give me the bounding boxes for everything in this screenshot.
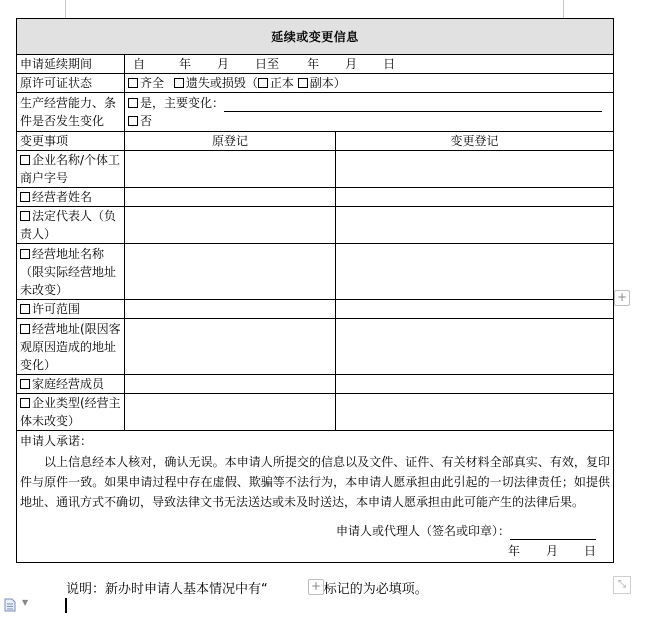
license-status-row	[17, 74, 614, 93]
pledge-body: 以上信息经本人核对，确认无误。本申请人所提交的信息以及文件、证件、有关材料全部真实、有效，复印件与原件一致。如果申请过程中存在虚假、欺骗等不法行为，本申请人愿承担由此引起的一切法律责任；如提供地址、通讯方式不确切，导致法律文书无法送达或未及时送达，本申请人愿承担由此可能产生的法律后果。	[20, 455, 611, 509]
change-row	[17, 375, 614, 394]
change-row	[17, 244, 614, 300]
changed-cell[interactable]	[336, 188, 614, 207]
change-checkbox[interactable]	[20, 155, 30, 165]
main-change-input[interactable]	[224, 97, 602, 112]
add-column-button[interactable]: +	[614, 290, 630, 306]
checkbox-original[interactable]	[258, 78, 268, 88]
capacity-label: 生产经营能力、条件是否发生变化	[17, 93, 125, 132]
chevron-down-icon[interactable]: ▼	[22, 598, 29, 607]
change-checkbox[interactable]	[20, 379, 30, 389]
change-row	[17, 207, 614, 244]
pledge-cell	[17, 431, 614, 563]
change-item	[17, 244, 125, 300]
changed-cell[interactable]	[336, 300, 614, 319]
original-cell[interactable]	[125, 151, 336, 188]
change-item	[17, 319, 125, 375]
original-cell[interactable]	[125, 394, 336, 431]
changed-cell[interactable]	[336, 375, 614, 394]
renew-year-1: 年	[179, 57, 192, 71]
original-cell[interactable]	[125, 188, 336, 207]
renew-period-row	[17, 55, 614, 74]
license-status-value	[125, 74, 614, 93]
pledge-year: 年	[507, 544, 520, 558]
option-no-label: 否	[140, 114, 153, 128]
capacity-row	[17, 93, 614, 132]
note-text-before: 说明：新办时申请人基本情况中有“	[66, 582, 268, 597]
add-row-button[interactable]: +	[308, 579, 324, 595]
license-status-label: 原许可证状态	[17, 74, 125, 93]
renew-day-2: 日	[383, 57, 396, 71]
change-item-label: 经营地址名称（限实际经营地址未改变）	[20, 246, 117, 297]
signature-input[interactable]	[510, 525, 596, 540]
renew-month-1: 月	[217, 57, 230, 71]
option-lost-label: 遗失或损毁（	[185, 76, 258, 90]
note-text-after: 标记的为必填项。	[323, 582, 428, 597]
page-edge-left	[65, 0, 66, 18]
option-yes-label: 是，主要变化：	[140, 96, 225, 110]
change-checkbox[interactable]	[20, 304, 30, 314]
change-row	[17, 300, 614, 319]
change-row	[17, 188, 614, 207]
pledge-row	[17, 431, 614, 563]
change-item-label: 企业名称/个体工商户字号	[20, 153, 121, 185]
change-checkbox[interactable]	[20, 211, 30, 221]
changed-cell[interactable]	[336, 394, 614, 431]
pledge-date	[20, 540, 610, 562]
changed-cell[interactable]	[336, 207, 614, 244]
signature-label: 申请人或代理人（签名或印章）：	[336, 524, 511, 538]
changed-cell[interactable]	[336, 151, 614, 188]
change-item	[17, 188, 125, 207]
col-changed: 变更登记	[336, 132, 614, 151]
change-checkbox[interactable]	[20, 324, 30, 334]
change-checkbox[interactable]	[20, 398, 30, 408]
option-copy-label: 副本）	[309, 76, 346, 90]
change-item	[17, 207, 125, 244]
document-icon[interactable]	[4, 598, 16, 612]
change-item	[17, 151, 125, 188]
renew-day-to: 日至	[255, 57, 280, 71]
change-row	[17, 394, 614, 431]
original-cell[interactable]	[125, 244, 336, 300]
original-cell[interactable]	[125, 375, 336, 394]
change-item-label: 法定代表人（负责人）	[20, 209, 117, 241]
change-item	[17, 300, 125, 319]
original-cell[interactable]	[125, 300, 336, 319]
renew-period-label: 申请延续期间	[17, 55, 125, 74]
change-item-label: 经营者姓名	[32, 190, 93, 204]
form-title: 延续或变更信息	[17, 19, 614, 55]
original-cell[interactable]	[125, 319, 336, 375]
checkbox-no[interactable]	[128, 116, 138, 126]
renew-year-2: 年	[307, 57, 320, 71]
option-complete-label: 齐全	[140, 76, 165, 90]
renew-from: 自	[133, 57, 146, 71]
changed-cell[interactable]	[336, 244, 614, 300]
checkbox-yes[interactable]	[128, 98, 138, 108]
change-item	[17, 394, 125, 431]
change-info-form	[16, 18, 614, 563]
change-item-label: 企业类型(经营主体未改变）	[20, 396, 121, 428]
change-item-label: 许可范围	[32, 302, 81, 316]
change-row	[17, 151, 614, 188]
col-original: 原登记	[125, 132, 336, 151]
text-cursor	[65, 598, 67, 613]
change-item-label: 家庭经营成员	[32, 377, 105, 391]
col-change-item: 变更事项	[17, 132, 125, 151]
change-row	[17, 319, 614, 375]
checkbox-lost[interactable]	[174, 78, 184, 88]
expand-icon[interactable]: ⤡	[613, 576, 631, 594]
checkbox-complete[interactable]	[128, 78, 138, 88]
original-cell[interactable]	[125, 207, 336, 244]
pledge-title: 申请人承诺：	[20, 434, 93, 448]
checkbox-copy[interactable]	[298, 78, 308, 88]
change-header-row	[17, 132, 614, 151]
pledge-month: 月	[545, 544, 558, 558]
pledge-day: 日	[584, 544, 597, 558]
change-item	[17, 375, 125, 394]
change-item-label: 经营地址(限因客观原因造成的地址变化）	[20, 321, 121, 372]
signature-line	[20, 522, 610, 540]
renew-month-2: 月	[345, 57, 358, 71]
change-checkbox[interactable]	[20, 192, 30, 202]
option-original-label: 正本	[269, 76, 294, 90]
note-text	[66, 578, 428, 597]
capacity-value	[125, 93, 614, 132]
change-checkbox[interactable]	[20, 249, 30, 259]
changed-cell[interactable]	[336, 319, 614, 375]
page-edge-right	[563, 0, 564, 18]
renew-period-value[interactable]	[125, 55, 614, 74]
